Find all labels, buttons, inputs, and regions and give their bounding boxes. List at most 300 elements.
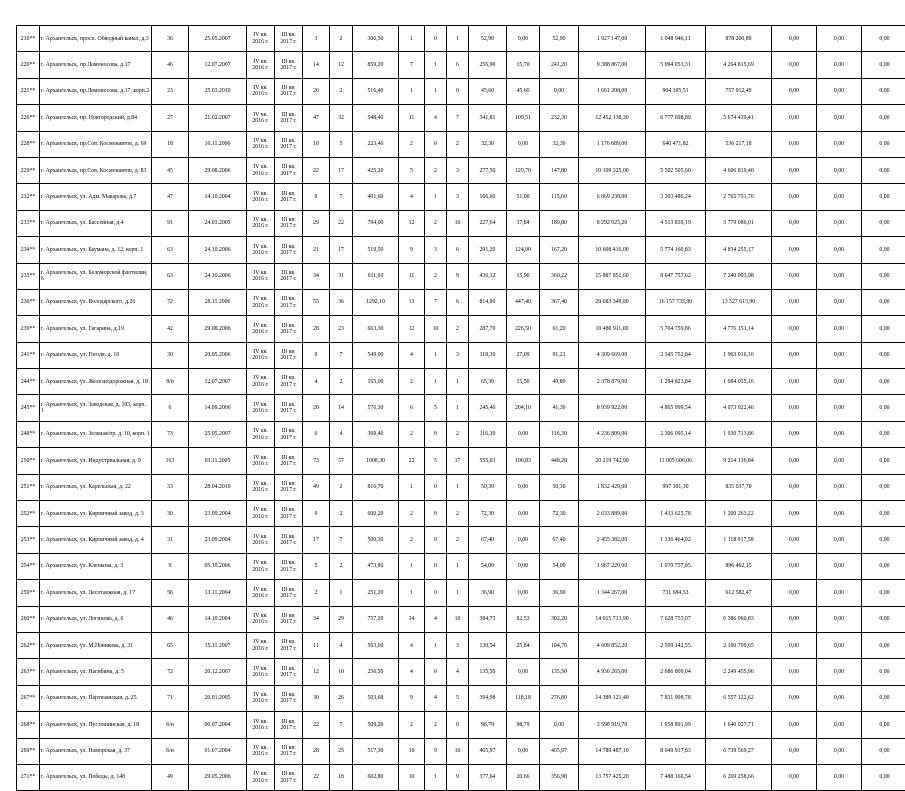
cell-rooms-owned: 5 (425, 395, 447, 421)
cell-cost-other: 0,00 (862, 263, 905, 289)
cell-start-quarter: IV кв. 2016 г. (247, 632, 275, 658)
cell-cost-federal: 3 303 486,24 (646, 184, 706, 210)
cell-start-quarter: IV кв. 2016 г. (247, 263, 275, 289)
cell-cost-total: 15 887 851,60 (579, 263, 646, 289)
cell-address: г. Архангельск, ул. М.Новикова, д. 31 (40, 632, 152, 658)
cell-total-area: 256,50 (353, 659, 399, 685)
cell-cost-other: 0,00 (862, 712, 905, 738)
cell-end-quarter: III кв. 2017 г. (275, 131, 303, 157)
cell-end-quarter: III кв. 2017 г. (275, 157, 303, 183)
cell-residents-count: 47 (303, 105, 330, 131)
table-row (17, 237, 905, 263)
cell-cost-extra: 0,00 (817, 685, 862, 711)
cell-row-number: 253** (17, 527, 40, 553)
cell-residents-count: 73 (303, 448, 330, 474)
cell-rooms-total: 2 (399, 527, 425, 553)
cell-area-municipal: 241,20 (540, 52, 579, 78)
cell-rooms-total: 9 (399, 685, 425, 711)
cell-cost-federal: 7 488 166,54 (646, 764, 706, 790)
cell-cost-federal: 5 502 505,60 (646, 157, 706, 183)
cell-start-quarter: IV кв. 2016 г. (247, 395, 275, 421)
cell-area-owned: 0,00 (507, 26, 540, 52)
cell-rooms-total: 1 (399, 78, 425, 104)
cell-rooms-total: 1 (399, 553, 425, 579)
cell-residents-count: 22 (303, 764, 330, 790)
cell-end-quarter: III кв. 2017 г. (275, 659, 303, 685)
cell-cost-extra: 0,00 (817, 474, 862, 500)
cell-date: 21.02.2007 (189, 105, 247, 131)
table-row (17, 527, 905, 553)
cell-total-area: 548,40 (353, 105, 399, 131)
cell-date: 23.09.2004 (189, 501, 247, 527)
cell-area-owned: 0,00 (507, 738, 540, 764)
cell-cost-other: 0,00 (862, 26, 905, 52)
cell-date: 29.08.2006 (189, 157, 247, 183)
cell-cost-local: 0,00 (772, 606, 817, 632)
cell-cost-local: 0,00 (772, 685, 817, 711)
cell-residents-relocate: 2 (330, 369, 353, 395)
cell-residents-relocate: 2 (330, 501, 353, 527)
cell-start-quarter: IV кв. 2016 г. (247, 764, 275, 790)
cell-residents-count: 22 (303, 712, 330, 738)
cell-cost-other: 0,00 (862, 369, 905, 395)
cell-area-owned: 15,70 (507, 52, 540, 78)
cell-cost-total: 10 608 416,00 (579, 237, 646, 263)
cell-area-municipal: 135,50 (540, 659, 579, 685)
cell-rooms-total: 2 (399, 421, 425, 447)
cell-cost-total: 9 388 867,00 (579, 52, 646, 78)
cell-date: 12.07.2007 (189, 369, 247, 395)
cell-total-area: 369,40 (353, 421, 399, 447)
cell-end-quarter: III кв. 2017 г. (275, 580, 303, 606)
cell-row-number: 267** (17, 685, 40, 711)
cell-house-number: 56 (152, 580, 189, 606)
cell-cost-local: 0,00 (772, 131, 817, 157)
cell-end-quarter: III кв. 2017 г. (275, 237, 303, 263)
cell-row-number: 254** (17, 553, 40, 579)
cell-cost-extra: 0,00 (817, 78, 862, 104)
table-row (17, 289, 905, 315)
cell-area-total: 287,70 (469, 316, 507, 342)
cell-cost-federal: 5 774 160,83 (646, 237, 706, 263)
cell-cost-extra: 0,00 (817, 632, 862, 658)
cell-rooms-owned: 4 (425, 105, 447, 131)
cell-total-area: 1008,30 (353, 448, 399, 474)
cell-area-municipal: 405,97 (540, 738, 579, 764)
cell-cost-extra: 0,00 (817, 501, 862, 527)
cell-residents-relocate: 57 (330, 448, 353, 474)
cell-cost-total: 1 927 147,00 (579, 26, 646, 52)
table-row (17, 421, 905, 447)
cell-area-municipal: 0,00 (540, 712, 579, 738)
cell-area-total: 116,30 (469, 421, 507, 447)
table-row (17, 52, 905, 78)
cell-residents-count: 34 (303, 263, 330, 289)
cell-house-number: 36 (152, 26, 189, 52)
cell-cost-extra: 0,00 (817, 237, 862, 263)
cell-cost-federal: 2 686 809,04 (646, 659, 706, 685)
cell-house-number: 8/н (152, 369, 189, 395)
cell-rooms-owned: 0 (425, 553, 447, 579)
cell-house-number: 30 (152, 342, 189, 368)
cell-start-quarter: IV кв. 2016 г. (247, 527, 275, 553)
cell-address: г. Архангельск, ул. Зеленая/пр. д. 10, корп. 1 (40, 421, 152, 447)
cell-cost-regional: 13 527 613,90 (706, 289, 772, 315)
table-row (17, 131, 905, 157)
cell-rooms-total: 12 (399, 210, 425, 236)
cell-area-owned: 0,00 (507, 421, 540, 447)
cell-cost-total: 13 757 425,20 (579, 764, 646, 790)
table-row (17, 659, 905, 685)
cell-cost-local: 0,00 (772, 26, 817, 52)
cell-cost-other: 0,00 (862, 448, 905, 474)
cell-area-total: 54,00 (469, 553, 507, 579)
cell-total-area: 509,20 (353, 712, 399, 738)
cell-rooms-municipal: 3 (447, 157, 469, 183)
cell-rooms-municipal: 6 (447, 289, 469, 315)
cell-cost-extra: 0,00 (817, 421, 862, 447)
cell-address: г. Архангельск, ул. Беломорской флотилии, 6 (40, 263, 152, 289)
cell-house-number: 18 (152, 131, 189, 157)
cell-residents-count: 4 (303, 369, 330, 395)
table-row (17, 685, 905, 711)
table-row (17, 210, 905, 236)
cell-end-quarter: III кв. 2017 г. (275, 342, 303, 368)
cell-cost-federal: 7 628 753,07 (646, 606, 706, 632)
cell-cost-local: 0,00 (772, 105, 817, 131)
cell-cost-extra: 0,00 (817, 289, 862, 315)
cell-total-area: 401,60 (353, 184, 399, 210)
cell-house-number: 73 (152, 421, 189, 447)
cell-area-owned: 0,00 (507, 131, 540, 157)
table-row (17, 553, 905, 579)
cell-total-area: 794,00 (353, 210, 399, 236)
cell-cost-local: 0,00 (772, 421, 817, 447)
cell-rooms-owned: 0 (425, 527, 447, 553)
table-row (17, 448, 905, 474)
cell-house-number: 46 (152, 606, 189, 632)
cell-rooms-municipal: 1 (447, 395, 469, 421)
cell-area-municipal: 302,20 (540, 606, 579, 632)
table-row (17, 184, 905, 210)
cell-rooms-total: 10 (399, 738, 425, 764)
cell-cost-total: 14 389 121,40 (579, 685, 646, 711)
cell-start-quarter: IV кв. 2016 г. (247, 316, 275, 342)
cell-cost-other: 0,00 (862, 316, 905, 342)
cell-cost-other: 0,00 (862, 289, 905, 315)
cell-area-total: 52,90 (469, 26, 507, 52)
cell-address: г. Архангельск, ул. Победы, д. 148 (40, 764, 152, 790)
cell-cost-total: 1 832 429,00 (579, 474, 646, 500)
cell-rooms-total: 11 (399, 105, 425, 131)
cell-rooms-municipal: 9 (447, 764, 469, 790)
cell-cost-other: 0,00 (862, 184, 905, 210)
cell-date: 20.12.2007 (189, 659, 247, 685)
cell-residents-count: 30 (303, 685, 330, 711)
cell-row-number: 271** (17, 764, 40, 790)
cell-rooms-total: 14 (399, 606, 425, 632)
cell-residents-relocate: 17 (330, 157, 353, 183)
cell-start-quarter: IV кв. 2016 г. (247, 105, 275, 131)
cell-start-quarter: IV кв. 2016 г. (247, 131, 275, 157)
table-row (17, 78, 905, 104)
cell-cost-federal: 997 391,30 (646, 474, 706, 500)
cell-cost-local: 0,00 (772, 157, 817, 183)
cell-area-owned: 129,70 (507, 157, 540, 183)
cell-end-quarter: III кв. 2017 г. (275, 78, 303, 104)
cell-start-quarter: IV кв. 2016 г. (247, 52, 275, 78)
cell-date: 24.03.2005 (189, 210, 247, 236)
cell-cost-extra: 0,00 (817, 131, 862, 157)
cell-residents-relocate: 25 (330, 738, 353, 764)
cell-area-total: 814,80 (469, 289, 507, 315)
cell-rooms-municipal: 10 (447, 738, 469, 764)
cell-cost-federal: 1 070 757,85 (646, 553, 706, 579)
cell-date: 23.09.2004 (189, 527, 247, 553)
cell-area-municipal: 52,90 (540, 26, 579, 52)
cell-area-total: 32,30 (469, 131, 507, 157)
cell-cost-local: 0,00 (772, 712, 817, 738)
cell-cost-extra: 0,00 (817, 738, 862, 764)
cell-date: 28.04.2010 (189, 474, 247, 500)
cell-residents-relocate: 36 (330, 289, 353, 315)
cell-end-quarter: III кв. 2017 г. (275, 632, 303, 658)
cell-end-quarter: III кв. 2017 г. (275, 764, 303, 790)
cell-cost-other: 0,00 (862, 501, 905, 527)
cell-start-quarter: IV кв. 2016 г. (247, 685, 275, 711)
cell-area-municipal: 115,60 (540, 184, 579, 210)
cell-cost-federal: 16 157 735,90 (646, 289, 706, 315)
cell-date: 20.05.2006 (189, 342, 247, 368)
cell-area-municipal: 72,30 (540, 501, 579, 527)
cell-cost-regional: 1 930 713,86 (706, 421, 772, 447)
cell-cost-other: 0,00 (862, 474, 905, 500)
cell-rooms-owned: 1 (425, 632, 447, 658)
cell-cost-regional: 3 779 086,01 (706, 210, 772, 236)
cell-house-number: 9 (152, 553, 189, 579)
cell-residents-count: 29 (303, 210, 330, 236)
cell-cost-regional: 878 200,89 (706, 26, 772, 52)
cell-cost-local: 0,00 (772, 632, 817, 658)
cell-area-owned: 0,00 (507, 553, 540, 579)
cell-area-total: 555,03 (469, 448, 507, 474)
cell-cost-local: 0,00 (772, 289, 817, 315)
table-row (17, 580, 905, 606)
cell-cost-regional: 612 582,47 (706, 580, 772, 606)
cell-residents-relocate: 26 (330, 685, 353, 711)
cell-address: г. Архангельск, ул. Карельская, д. 22 (40, 474, 152, 500)
cell-house-number: 47 (152, 184, 189, 210)
cell-cost-total: 14 015 713,90 (579, 606, 646, 632)
cell-cost-federal: 4 513 839,19 (646, 210, 706, 236)
cell-residents-relocate: 7 (330, 712, 353, 738)
cell-cost-extra: 0,00 (817, 369, 862, 395)
cell-cost-extra: 0,00 (817, 712, 862, 738)
cell-rooms-municipal: 2 (447, 131, 469, 157)
cell-cost-total: 8 292 925,20 (579, 210, 646, 236)
cell-end-quarter: III кв. 2017 г. (275, 263, 303, 289)
cell-cost-extra: 0,00 (817, 184, 862, 210)
cell-area-municipal: 367,40 (540, 289, 579, 315)
cell-residents-relocate: 7 (330, 527, 353, 553)
cell-rooms-total: 9 (399, 237, 425, 263)
table-row (17, 263, 905, 289)
cell-cost-regional: 1 963 916,16 (706, 342, 772, 368)
cell-cost-regional: 2 765 751,76 (706, 184, 772, 210)
cell-cost-extra: 0,00 (817, 342, 862, 368)
cell-date: 01.07.2004 (189, 738, 247, 764)
cell-end-quarter: III кв. 2017 г. (275, 553, 303, 579)
cell-rooms-owned: 0 (425, 131, 447, 157)
cell-rooms-owned: 9 (425, 738, 447, 764)
cell-cost-regional: 6 386 960,83 (706, 606, 772, 632)
cell-cost-total: 4 309 669,00 (579, 342, 646, 368)
cell-residents-relocate: 31 (330, 263, 353, 289)
cell-rooms-total: 1 (399, 474, 425, 500)
cell-row-number: 252** (17, 501, 40, 527)
cell-residents-relocate: 22 (330, 210, 353, 236)
cell-rooms-total: 6 (399, 395, 425, 421)
cell-date: 13.11.2004 (189, 580, 247, 606)
cell-address: г. Архангельск, ул. Кирпичный завод, д. 4 (40, 527, 152, 553)
cell-date: 25.03.2010 (189, 78, 247, 104)
cell-area-total: 436,12 (469, 263, 507, 289)
cell-end-quarter: III кв. 2017 г. (275, 712, 303, 738)
cell-cost-regional: 896 462,15 (706, 553, 772, 579)
cell-rooms-municipal: 3 (447, 342, 469, 368)
cell-area-total: 98,79 (469, 712, 507, 738)
cell-rooms-owned: 0 (425, 474, 447, 500)
cell-cost-other: 0,00 (862, 421, 905, 447)
cell-row-number: 251** (17, 474, 40, 500)
cell-cost-local: 0,00 (772, 184, 817, 210)
cell-cost-federal: 8 647 757,62 (646, 263, 706, 289)
table-row (17, 738, 905, 764)
cell-address: г. Архангельск, ул. Индустриальная, д. 9 (40, 448, 152, 474)
cell-start-quarter: IV кв. 2016 г. (247, 474, 275, 500)
cell-row-number: 235** (17, 263, 40, 289)
cell-area-total: 377,64 (469, 764, 507, 790)
cell-cost-federal: 2 345 752,84 (646, 342, 706, 368)
cell-cost-federal: 6 777 698,89 (646, 105, 706, 131)
cell-residents-count: 9 (303, 501, 330, 527)
cell-house-number: 63 (152, 263, 189, 289)
cell-cost-other: 0,00 (862, 738, 905, 764)
cell-end-quarter: III кв. 2017 г. (275, 105, 303, 131)
cell-area-total: 65,30 (469, 369, 507, 395)
cell-residents-count: 10 (303, 131, 330, 157)
cell-residents-count: 12 (303, 659, 330, 685)
cell-house-number: 72 (152, 659, 189, 685)
cell-cost-federal: 1 294 823,84 (646, 369, 706, 395)
cell-cost-total: 8 939 922,00 (579, 395, 646, 421)
cell-cost-local: 0,00 (772, 580, 817, 606)
table-row (17, 369, 905, 395)
cell-cost-total: 20 219 742,90 (579, 448, 646, 474)
cell-cost-local: 0,00 (772, 316, 817, 342)
cell-total-area: 500,30 (353, 527, 399, 553)
cell-address: г. Архангельск, пр.Ломоносова, д.17 (40, 52, 152, 78)
cell-rooms-owned: 5 (425, 448, 447, 474)
cell-rooms-owned: 1 (425, 78, 447, 104)
cell-cost-extra: 0,00 (817, 395, 862, 421)
cell-residents-relocate: 2 (330, 26, 353, 52)
cell-rooms-total: 12 (399, 316, 425, 342)
cell-cost-total: 3 598 919,70 (579, 712, 646, 738)
cell-residents-count: 22 (303, 157, 330, 183)
cell-start-quarter: IV кв. 2016 г. (247, 580, 275, 606)
cell-row-number: 260** (17, 606, 40, 632)
cell-address: г. Архангельск, ул. Баумана, д. 12, корп. 1 (40, 237, 152, 263)
cell-house-number: 71 (152, 685, 189, 711)
cell-rooms-municipal: 4 (447, 659, 469, 685)
cell-date: 24.10.2006 (189, 237, 247, 263)
cell-rooms-municipal: 1 (447, 369, 469, 395)
cell-area-total: 36,90 (469, 580, 507, 606)
cell-area-total: 67,40 (469, 527, 507, 553)
cell-total-area: 611,60 (353, 263, 399, 289)
cell-row-number: 220** (17, 52, 40, 78)
cell-cost-total: 2 455 382,00 (579, 527, 646, 553)
cell-area-municipal: 189,80 (540, 210, 579, 236)
cell-cost-regional: 835 037,70 (706, 474, 772, 500)
cell-end-quarter: III кв. 2017 г. (275, 448, 303, 474)
cell-row-number: 262** (17, 632, 40, 658)
cell-total-area: 503,68 (353, 685, 399, 711)
cell-cost-total: 29 683 349,80 (579, 289, 646, 315)
cell-rooms-owned: 0 (425, 580, 447, 606)
cell-cost-federal: 5 094 051,31 (646, 52, 706, 78)
cell-cost-regional: 5 674 439,41 (706, 105, 772, 131)
cell-area-owned: 15,50 (507, 369, 540, 395)
cell-end-quarter: III кв. 2017 г. (275, 606, 303, 632)
cell-area-owned: 45,60 (507, 78, 540, 104)
cell-cost-regional: 4 264 815,69 (706, 52, 772, 78)
cell-date: 14.10.2004 (189, 184, 247, 210)
cell-residents-count: 9 (303, 184, 330, 210)
cell-cost-other: 0,00 (862, 685, 905, 711)
cell-total-area: 473,80 (353, 553, 399, 579)
cell-rooms-municipal: 10 (447, 210, 469, 236)
cell-cost-extra: 0,00 (817, 316, 862, 342)
cell-cost-other: 0,00 (862, 632, 905, 658)
cell-area-municipal: 49,80 (540, 369, 579, 395)
cell-residents-relocate: 4 (330, 632, 353, 658)
cell-date: 25.05.2007 (189, 26, 247, 52)
cell-row-number: 269** (17, 738, 40, 764)
cell-area-total: 341,81 (469, 105, 507, 131)
cell-cost-regional: 536 217,18 (706, 131, 772, 157)
cell-area-owned: 0,00 (507, 527, 540, 553)
table-row (17, 316, 905, 342)
cell-address: г. Архангельск, просп. Обводный канал, д.3 (40, 26, 152, 52)
cell-row-number: 236** (17, 289, 40, 315)
cell-area-owned: 15,90 (507, 263, 540, 289)
cell-cost-federal: 2 306 095,14 (646, 421, 706, 447)
cell-area-total: 384,73 (469, 606, 507, 632)
cell-area-total: 45,60 (469, 78, 507, 104)
cell-area-owned: 204,10 (507, 395, 540, 421)
cell-address: г. Архангельск, ул. Гагарина, д.19 (40, 316, 152, 342)
cell-rooms-municipal: 2 (447, 316, 469, 342)
cell-address: г. Архангельск, ул. Клепкова, д. 3 (40, 553, 152, 579)
cell-cost-local: 0,00 (772, 553, 817, 579)
cell-start-quarter: IV кв. 2016 г. (247, 659, 275, 685)
cell-cost-regional: 1 118 917,58 (706, 527, 772, 553)
cell-area-municipal: 0,00 (540, 78, 579, 104)
cell-rooms-owned: 3 (425, 237, 447, 263)
cell-cost-federal: 4 865 999,54 (646, 395, 706, 421)
